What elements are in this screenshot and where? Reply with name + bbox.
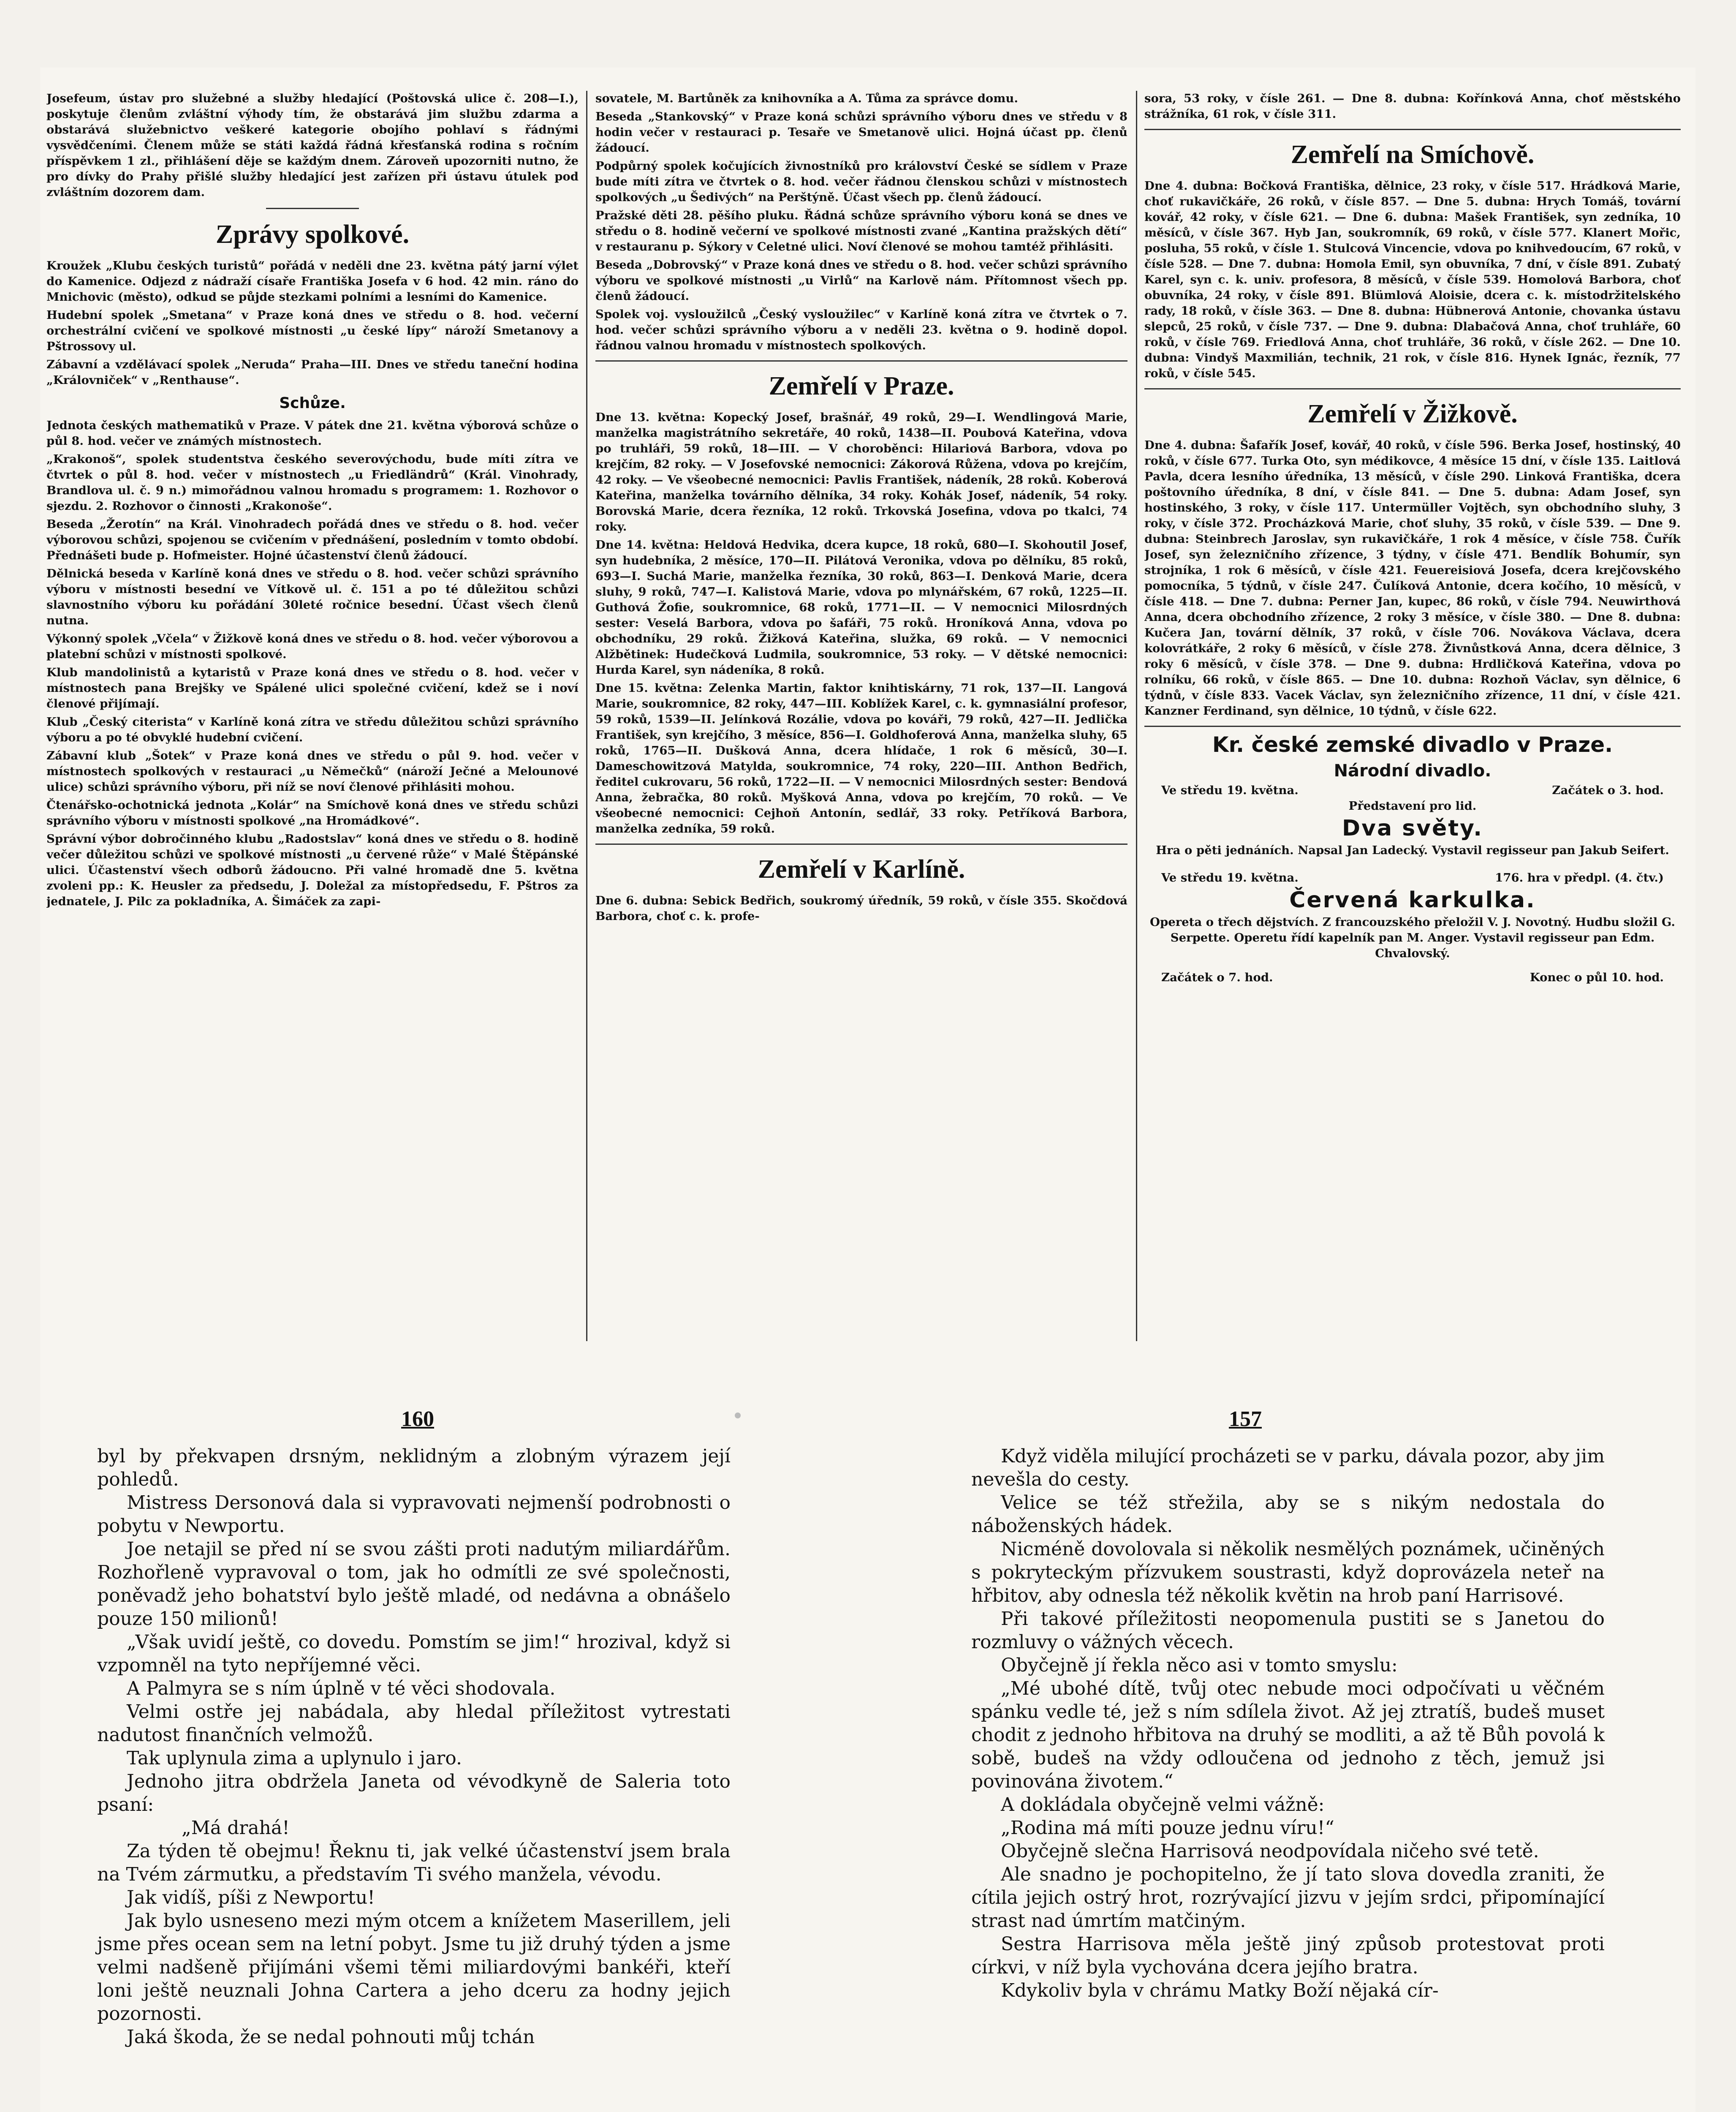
page-number-right: 157 — [1229, 1407, 1262, 1431]
novel-paragraph: Za týden tě obejmu! Řeknu ti, jak velké účastenství jsem brala na Tvém zármutku, a představím Ti svého manžela, vévodu. — [97, 1840, 731, 1885]
novel-page-right — [971, 1445, 1605, 2002]
novel-paragraph: A Palmyra se s ním úplně v té věci shodovala. — [127, 1678, 556, 1699]
meeting-item: Klub mandolinistů a kytaristů v Praze koná dnes ve středu o 8. hod. večer v místnostech pana Brejšky ve Spálené ulici společné cvičení, kdež se i noví členové přijímají. — [46, 666, 579, 710]
novel-paragraph: byl by překvapen drsným, neklidným a zlobným výrazem její pohledů. — [97, 1445, 731, 1490]
performance-row — [1144, 783, 1681, 798]
intro-paragraph: Josefeum, ústav pro služebné a služby hledající (Poštovská ulice č. 208—I.), poskytuje členům zvláštní výhody tím, že obstarává jim službu zdarma a obstarává služebnictvo veškeré kategorie obojího pohlaví s řádnými vysvědčeními. Členem může se státi každá řádná křesťanská rodina s ročním příspěvkem 1 zl., přihlášení děje se každým dnem. Zároveň upozorniti nutno, že pro dívky do Prahy přišlé služby hledající jest zařízen při ústavu útulek pod zvláštním dozorem dam. — [46, 92, 579, 199]
column-divider — [586, 91, 587, 1341]
death-notice: Dne 4. dubna: Šafařík Josef, kovář, 40 roků, v čísle 596. Berka Josef, hostinský, 40 roků, v čísle 677. Turka Oto, syn médikovce, 4 měsíce 15 dní, v čísle 135. Laitlová Pavla, dcera lesního úředníka, 13 měsíců, v čísle 290. Linková Františka, dcera poštovního úředníka, 8 dní, v čísle 841. — Dne 5. dubna: Adam Josef, syn hostinského, 3 roky, v čísle 117. Untermüller Vojtěch, syn obchodního sluhy, 3 roky, v čísle 372. Procházková Marie, choť sluhy, 35 roků, v čísle 539. — Dne 9. dubna: Steinbrech Jaroslav, syn rukavičkáře, 1 rok 4 měsíce, v čísle 758. Čuřík Josef, syn železničního zřízence, 3 týdny, v čísle 471. Bendlík Bohumír, syn strojníka, 1 rok 6 měsíců, v čísle 421. Feuereisiová Josefa, dcera krejčovského pomocníka, 5 týdnů, v čísle 247. Čulíková Antonie, dcera kočího, 10 měsíců, v čísle 418. — Dne 7. dubna: Perner Jan, kupec, 86 roků, v čísle 794. Neuwirthová Anna, dcera obchodního zřízence, 2 roky 3 měsíce, v čísle 380. — Dne 8. dubna: Kučera Jan, tovární dělník, 37 roků, v čísle 706. Novákova Václava, dcera kolovrátkáře, 2 roky 6 měsíců, v čísle 278. Živnůstková Anna, dcera dělnice, 3 roky 6 měsíců, v čísle 378. — Dne 9. dubna: Hrdličková Kateřina, vdova po rolníku, 66 roků, v čísle 865. — Dne 10. dubna: Rozhoň Václav, syn dělnice, 6 týdnů, v čísle 833. Vacek Václav, syn železničního zřízence, 11 dní, v čísle 421. Kanzner Ferdinand, syn dělnice, 10 týdnů, v čísle 622. — [1144, 438, 1681, 718]
divider — [595, 360, 1127, 362]
novel-paragraph: A dokládala obyčejně velmi vážně: — [1001, 1794, 1325, 1815]
novel-paragraph: Jaká škoda, že se nedal pohnouti můj tchán — [127, 2026, 535, 2048]
performance-times — [1144, 970, 1681, 985]
novel-paragraph: Jednoho jitra obdržela Janeta od vévodkyně de Saleria toto psaní: — [97, 1771, 731, 1815]
section-heading: Zemřelí v Karlíně. — [758, 855, 965, 884]
divider — [1144, 388, 1681, 389]
novel-paragraph: „Však uvidí ještě, co dovedu. Pomstím se jim!“ hrozival, když si vzpomněl na tyto nepříjemné věci. — [97, 1631, 731, 1676]
section-heading: Zemřelí v Žižkově. — [1307, 400, 1518, 428]
novel-paragraph: Ale snadno je pochopitelno, že jí tato slova dovedla zraniti, že cítila jejich ostrý hrot, rozrývající jizvu v jejím srdci, připomínající strast nad úmrtím matčiným. — [971, 1864, 1605, 1932]
death-notice: Dne 6. dubna: Sebick Bedřich, soukromý úředník, 59 roků, v čísle 355. Skočdová Barbora, choť c. k. profe- — [595, 894, 1127, 923]
divider — [1144, 129, 1681, 130]
death-notice: Dne 14. května: Heldová Hedvika, dcera kupce, 18 roků, 680—I. Skohoutil Josef, syn hudebníka, 2 měsíce, 170—II. Pilátová Veronika, vdova po dělníku, 85 roků, 693—I. Suchá Marie, manželka řezníka, 30 roků, 863—I. Denková Marie, dcera sluhy, 9 roků, 747—I. Kalistová Marie, vdova po mlynářském, 67 roků, 1225—II. Guthová Žofie, soukromnice, 68 roků, 1771—II. — V nemocnici Milosrdných sester: Veselá Barbora, vdova po šafáři, 75 roků. Hroníková Anna, vdova po obchodníku, 29 roků. Žižková Kateřina, služka, 69 roků. — V nemocnici Alžbětinek: Hudečková Ludmila, soukromnice, 53 roky. — V dětské nemocnici: Hurda Karel, syn nádeníka, 8 roků. — [595, 538, 1127, 677]
newspaper-column-1 — [46, 91, 579, 1341]
news-item: Hudební spolek „Smetana“ v Praze koná dnes ve středu o 8. hod. večerní orchestrální cvičení ve spolkové místnosti „u české lípy“ nároží Smetanovy a Pštrossovy ul. — [46, 308, 579, 353]
newspaper-section — [46, 91, 1685, 1341]
news-item: Spolek voj. vysloužilců „Český vysloužilec“ v Karlíně koná zítra ve čtvrtek o 7. hod. večer schůzi správního výboru a v neděli 23. května o 9. hodině dopol. řádnou valnou hromadu v místnostech spolkových. — [595, 308, 1127, 352]
news-item: Podpůrný spolek kočujících živnostníků pro království České se sídlem v Praze bude míti zítra ve čtvrtek o 8. hod. večer řádnou členskou schůzi v místnostech spolkových „u Šedivých“ na Perštýně. Účast všech pp. členů žádoucí. — [595, 159, 1127, 204]
news-item: Kroužek „Klubu českých turistů“ pořádá v neděli dne 23. května pátý jarní výlet do Kamenice. Odjezd z nádraží císaře Františka Josefa v 6 hod. 42 min. ráno do Mnichovic (město), odkud se půjde stezkami polními a lesními do Kamenice. — [46, 259, 579, 304]
meeting-item: Správní výbor dobročinného klubu „Radostslav“ koná dnes ve středu o 8. hodině večer důležitou schůzi ve spolkové místnosti „u červené růže“ v Malé Štěpánské ulici. Účastenství všech odborů žádoucno. Při valné hromadě dne 5. května zvoleni pp.: K. Heusler za předsedu, J. Doležal za místopředsedu, F. Pštros za jednatele, J. Pilc za pokladníka, A. Šimáček za zapi- — [46, 832, 579, 908]
divider — [595, 844, 1127, 845]
news-item: Beseda „Dobrovský“ v Praze koná dnes ve středu o 8. hod. večer schůzi správního výboru ve spolkové místnosti „u Virlů“ na Karlově nám. Přítomnost všech pp. členů žádoucí. — [595, 258, 1127, 303]
divider — [266, 208, 359, 209]
newspaper-column-2 — [595, 91, 1127, 1341]
novel-section — [97, 1407, 1660, 2112]
performance-date: Ve středu 19. května. — [1161, 784, 1299, 797]
novel-paragraph: Jak vidíš, píši z Newportu! — [127, 1887, 375, 1908]
novel-paragraph: „Mé ubohé dítě, tvůj otec nebude moci odpočívati u věčném spánku vedle té, jež s ním sdílela život. Až jej ztratíš, budeš muset chodit z jednoho hřbitova na druhý se modliti, a až tě Bůh povolá k sobě, budeš na vždy odloučena od jednoho z těch, jemuž jsi povinována životem.“ — [971, 1678, 1605, 1792]
novel-paragraph: Kdykoliv byla v chrámu Matky Boží nějaká cír- — [1001, 1980, 1439, 2001]
column-divider — [1136, 91, 1137, 1341]
meeting-item: Zábavní klub „Šotek“ v Praze koná dnes ve středu o půl 9. hod. večer v místnostech spolkových v restauraci „u Němečků“ (nároží Ječné a Melounové ulice) schůzi správního výboru, při níž se noví členové přihlásiti mohou. — [46, 749, 579, 794]
separator-dot — [735, 1413, 741, 1418]
novel-paragraph: Velmi ostře jej nabádala, aby hledal příležitost vytrestati nadutost finančních velmožů. — [97, 1701, 731, 1746]
section-heading: Zemřelí v Praze. — [769, 372, 954, 400]
play-title: Červená karkulka. — [1289, 887, 1536, 913]
meeting-item: Výkonný spolek „Včela“ v Žižkově koná dnes ve středu o 8. hod. večer výborovou a platební schůzi v místnosti spolkové. — [46, 632, 579, 661]
performance-start: Začátek o 3. hod. — [1552, 784, 1664, 797]
performance-date: Ve středu 19. května. — [1161, 871, 1299, 885]
sub-heading: Schůze. — [279, 395, 346, 412]
news-item: Pražské děti 28. pěšího pluku. Řádná schůze správního výboru koná se dnes ve středu o 8. hodině večerní ve spolkové místnosti zvané „Kantina pražských dětí“ v restauranu p. Sýkory v Celetné ulici. Noví členové se mohou tamtéž přihlásiti. — [595, 209, 1127, 253]
meeting-item: Jednota českých mathematiků v Praze. V pátek dne 21. května výborová schůze o půl 8. hod. večer ve známých místnostech. — [46, 419, 579, 448]
news-item: Beseda „Stankovský“ v Praze koná schůzi správního výboru dnes ve středu v 8 hodin večer v restauraci p. Tesaře ve Smetanově ulici. Hojná účast pp. členů žádoucí. — [595, 110, 1127, 155]
death-notice: Dne 4. dubna: Bočková Františka, dělnice, 23 roky, v čísle 517. Hrádková Marie, choť rukavičkáře, 26 roků, v čísle 857. — Dne 5. dubna: Hrych Tomáš, tovární kovář, 42 roky, v čísle 621. — Dne 6. dubna: Mašek František, syn zedníka, 10 měsíců, v čísle 367. Hyb Jan, soukromník, 69 roků, v čísle 577. Klanert Mořic, posluha, 55 roků, v čísle 1. Stulcová Vincencie, vdova po knihvedoucím, 67 roků, v čísle 528. — Dne 7. dubna: Homola Emil, syn obuvníka, 7 dní, v čísle 891. Zubatý Karel, syn c. k. univ. profesora, 8 měsíců, v čísle 539. Homolová Barbora, choť obuvníka, 24 roky, v čísle 891. Blümlová Aloisie, dcera c. k. místodržitelského rady, 18 roků, v čísle 363. — Dne 8. dubna: Hübnerová Antonie, chovanka ústavu slepců, 25 roků, v čísle 737. — Dne 9. dubna: Dlabačová Anna, choť truhláře, 60 roků, v čísle 769. Friedlová Anna, choť truhláře, 36 roků, v čísle 262. — Dne 10. dubna: Vindyš Maxmilián, technik, 21 rok, v čísle 816. Hynek Ignác, řezník, 77 roků, v čísle 545. — [1144, 179, 1681, 380]
novel-paragraph: Když viděla milující procházeti se v parku, dávala pozor, aby jim nevešla do cesty. — [971, 1445, 1605, 1490]
page-number-left: 160 — [401, 1407, 434, 1431]
death-notice: Dne 13. května: Kopecký Josef, brašnář, 49 roků, 29—I. Wendlingová Marie, manželka magistrátního sekretáře, 40 roků, 1438—II. Poubová Kateřina, vdova po truhláři, 59 roků, 18—III. — V choroběnci: Hilariová Barbora, vdova po krejčím, 82 roky. — V Josefovské nemocnici: Zákorová Růžena, vdova po krejčím, 42 roky. — Ve všeobecné nemocnici: Pavlis František, nádeník, 28 roků. Koberová Kateřina, manželka továrního dělníka, 34 roky. Kohák Josef, nádeník, 54 roky. Borovská Marie, dcera řezníka, 12 roků. Trkovská Josefina, vdova po tkalci, 74 roky. — [595, 411, 1127, 533]
performance-start: Začátek o 7. hod. — [1161, 971, 1273, 984]
theatre-title: Kr. české zemské divadlo v Praze. — [1212, 732, 1613, 757]
meeting-item: „Krakonoš“, spolek studentstva českého severovýchodu, bude míti zítra ve čtvrtek o půl 8. hod. večer v místnostech „u Friedländrů“ (Král. Vinohrady, Brandlova ul. č. 9 n.) mimořádnou valnou hromadu s programem: 1. Rozhovor o sjezdu. 2. Rozhovor o činnosti „Krakonoše“. — [46, 452, 579, 513]
news-item: sovatele, M. Bartůněk za knihovníka a A. Tůma za správce domu. — [595, 92, 1018, 105]
play-description: Opereta o třech dějstvích. Z francouzského přeložil V. J. Novotný. Hudbu složil G. Serpette. Operetu řídí kapelník pan M. Anger. Vystavil regisseur pan Edm. Chvalovský. — [1150, 915, 1675, 960]
performance-number: 176. hra v předpl. (4. čtv.) — [1495, 871, 1664, 885]
novel-paragraph: Sestra Harrisova měla ještě jiný způsob protestovat proti církvi, v níž byla vychována dcera jejího bratra. — [971, 1933, 1605, 1978]
death-notice: Dne 15. května: Zelenka Martin, faktor knihtiskárny, 71 rok, 137—II. Langová Marie, soukromnice, 82 roky, 447—III. Koblížek Karel, c. k. gymnasiální profesor, 59 roků, 1539—II. Jelínková Rozálie, vdova po kováři, 79 roků, 427—II. Jedlička František, syn krejčího, 3 měsíce, 856—I. Goldhoferová Anna, manželka sluhy, 65 roků, 1765—II. Dušková Anna, dcera hlídače, 1 rok 6 měsíců, 30—I. Dameschowitzová Matylda, soukromnice, 74 roky, 220—III. Anthon Bedřich, ředitel cukrovaru, 56 roků, 1722—II. — V nemocnici Milosrdných sester: Bendová Anna, žebračka, 80 roků. Myšková Anna, vdova po krejčím, 70 roků. — Ve všeobecné nemocnici: Cejhoň Antonín, sedlář, 33 roky. Petříková Barbora, manželka zedníka, 59 roků. — [595, 681, 1127, 836]
performance-row — [1144, 870, 1681, 886]
theatre-listing — [1144, 730, 1681, 985]
novel-paragraph: Joe netajil se před ní se svou zášti proti nadutým miliardářům. Rozhořleně vypravoval o tom, jak ho odmítli ze své společnosti, poněvadž jeho bohatství bylo ještě mladé, od nedávna a obnášelo pouze 150 milionů! — [97, 1538, 731, 1630]
novel-paragraph: Obyčejně slečna Harrisová neodpovídala ničeho své tetě. — [1001, 1840, 1539, 1862]
meeting-item: Beseda „Žerotín“ na Král. Vinohradech pořádá dnes ve středu o 8. hod. večer výborovou schůzi, spojenou se cvičením v přednášení, posledním v tomto období. Přednášeti bude p. Hofmeister. Hojné účastenství členů žádoucí. — [46, 517, 579, 562]
novel-paragraph: Nicméně dovolovala si několik nesmělých poznámek, učiněných s pokryteckým přízvukem soustrasti, když doprovázela neteř na hřbitov, aby odnesla též několik květin na hrob paní Harrisové. — [971, 1538, 1605, 1606]
newspaper-column-3 — [1144, 91, 1681, 1341]
meeting-item: Čtenářsko-ochotnická jednota „Kolár“ na Smíchově koná dnes ve středu schůzi správního výboru v místnosti spolkové „na Hromádkové“. — [46, 798, 579, 827]
novel-paragraph: „Má drahá! — [182, 1817, 290, 1839]
novel-paragraph: Velice se též střežila, aby se s nikým nedostala do náboženských hádek. — [971, 1492, 1605, 1537]
theatre-subtitle: Národní divadlo. — [1334, 761, 1491, 781]
performance-note: Představení pro lid. — [1348, 799, 1477, 813]
play-description: Hra o pěti jednáních. Napsal Jan Ladecký. Vystavil regisseur pan Jakub Seifert. — [1156, 844, 1669, 857]
meeting-item: Klub „Český citerista“ v Karlíně koná zítra ve středu důležitou schůzi správního výboru a po té obvyklé hudební cvičení. — [46, 715, 579, 744]
novel-paragraph: „Rodina má míti pouze jednu víru!“ — [1001, 1817, 1334, 1839]
novel-paragraph: Tak uplynula zima a uplynulo i jaro. — [127, 1747, 462, 1769]
novel-paragraph: Mistress Dersonová dala si vypravovati nejmenší podrobnosti o pobytu v Newportu. — [97, 1492, 731, 1537]
novel-page-left — [97, 1445, 731, 2049]
death-notice: sora, 53 roky, v čísle 261. — Dne 8. dubna: Kořínková Anna, choť městského strážníka, 61 rok, v čísle 311. — [1144, 92, 1681, 121]
play-title: Dva světy. — [1342, 816, 1483, 841]
performance-end: Konec o půl 10. hod. — [1530, 971, 1664, 984]
section-heading: Zprávy spolkové. — [215, 220, 410, 249]
divider — [1144, 726, 1681, 727]
news-item: Zábavní a vzdělávací spolek „Neruda“ Praha—III. Dnes ve středu taneční hodina „Královniček“ v „Renthause“. — [46, 358, 579, 387]
meeting-item: Dělnická beseda v Karlíně koná dnes ve středu o 8. hod. večer schůzi správního výboru v místnosti besední ve Vítkově ul. č. 151 a po té důležitou schůzi slavnostního výboru ku pořádání 30leté ročnice besední. Účast všech členů nutna. — [46, 567, 579, 627]
novel-paragraph: Jak bylo usneseno mezi mým otcem a knížetem Maserillem, jeli jsme přes ocean sem na letní pobyt. Jsme tu již druhý týden a jsme velmi nadšeně přijímáni všemi těmi miliardovými bankéři, kteří loni ještě neuznali Johna Cartera a jeho dceru za hodny jejich pozornosti. — [97, 1910, 731, 2025]
novel-paragraph: Obyčejně jí řekla něco asi v tomto smyslu: — [1001, 1655, 1398, 1676]
novel-paragraph: Při takové příležitosti neopomenula pustiti se s Janetou do rozmluvy o vážných věcech. — [971, 1608, 1605, 1653]
section-heading: Zemřelí na Smíchově. — [1290, 140, 1535, 169]
